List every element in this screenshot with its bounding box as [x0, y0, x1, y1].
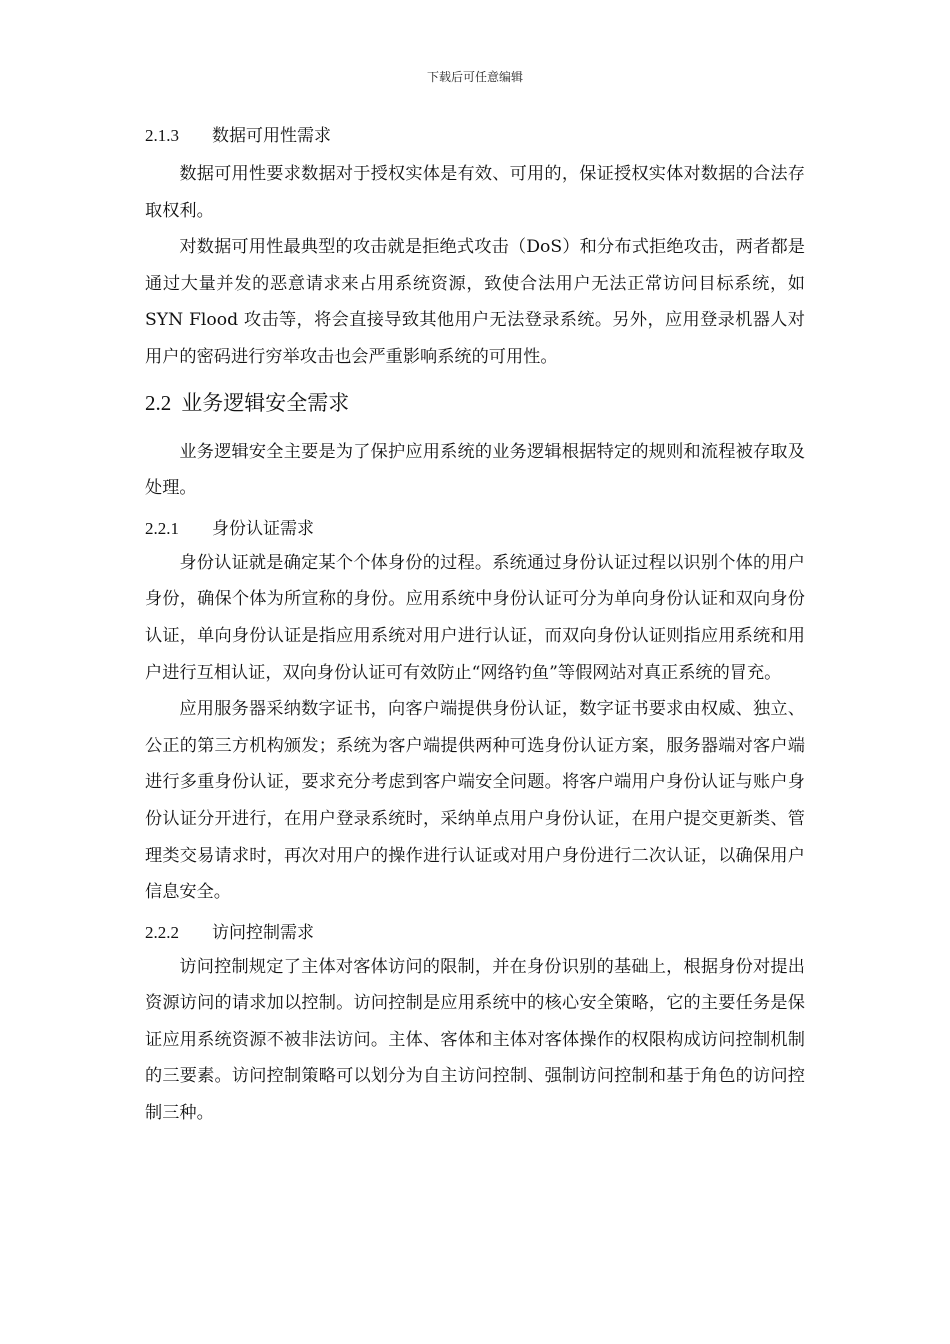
- paragraph: 身份认证就是确定某个个体身份的过程。系统通过身份认证过程以识别个体的用户身份，确保个体为所宣称的身份。应用系统中身份认证可分为单向身份认证和双向身份认证，单向身份认证是指应用系统对用户进行认证，而双向身份认证则指应用系统和用户进行互相认证，双向身份认证可有效防止“网络钓鱼”等假网站对真正系统的冒充。: [145, 552, 805, 683]
- section-title: 访问控制需求: [212, 922, 314, 943]
- section-number: 2.2.2: [145, 922, 179, 942]
- document-body: [145, 120, 805, 1132]
- paragraph: 业务逻辑安全主要是为了保护应用系统的业务逻辑根据特定的规则和流程被存取及处理。: [145, 441, 805, 499]
- section-heading-2-1-3: [145, 122, 805, 150]
- section-title: 数据可用性需求: [212, 126, 331, 146]
- section-number: 2.1.3: [145, 126, 179, 145]
- paragraph: 应用服务器采纳数字证书，向客户端提供身份认证，数字证书要求由权威、独立、公正的第三方机构颁发；系统为客户端提供两种可选身份认证方案，服务器端对客户端进行多重身份认证，要求充分考虑到客户端安全问题。将客户端用户身份认证与账户身份认证分开进行，在用户登录系统时，采纳单点用户身份认证，在用户提交更新类、管理类交易请求时，再次对用户的操作进行认证或对用户身份进行二次认证，以确保用户信息安全。: [145, 699, 805, 903]
- section-number: 2.2: [145, 390, 172, 415]
- section-title: 业务逻辑安全需求: [181, 390, 350, 415]
- paragraph: 访问控制规定了主体对客体访问的限制，并在身份识别的基础上，根据身份对提出资源访问的请求加以控制。访问控制是应用系统中的核心安全策略，它的主要任务是保证应用系统资源不被非法访问。主体、客体和主体对客体操作的权限构成访问控制机制的三要素。访问控制策略可以划分为自主访问控制、强制访问控制和基于角色的访问控制三种。: [145, 956, 805, 1124]
- page-header: 下载后可任意编辑: [426, 70, 523, 84]
- section-heading-2-2: [145, 386, 805, 420]
- paragraph: 对数据可用性最典型的攻击就是拒绝式攻击（DoS）和分布式拒绝攻击，两者都是通过大量并发的恶意请求来占用系统资源，致使合法用户无法正常访问目标系统，如 SYN Flood 攻击等，将会直接导致其他用户无法登录系统。另外，应用登录机器人对用户的密码进行穷举攻击也会严重影响系统的可用性。: [145, 237, 805, 367]
- section-number: 2.2.1: [145, 518, 179, 538]
- section-heading-2-2-2: [145, 919, 805, 947]
- section-title: 身份认证需求: [212, 518, 314, 539]
- section-heading-2-2-1: [145, 515, 805, 543]
- paragraph: 数据可用性要求数据对于授权实体是有效、可用的，保证授权实体对数据的合法存取权利。: [145, 164, 805, 221]
